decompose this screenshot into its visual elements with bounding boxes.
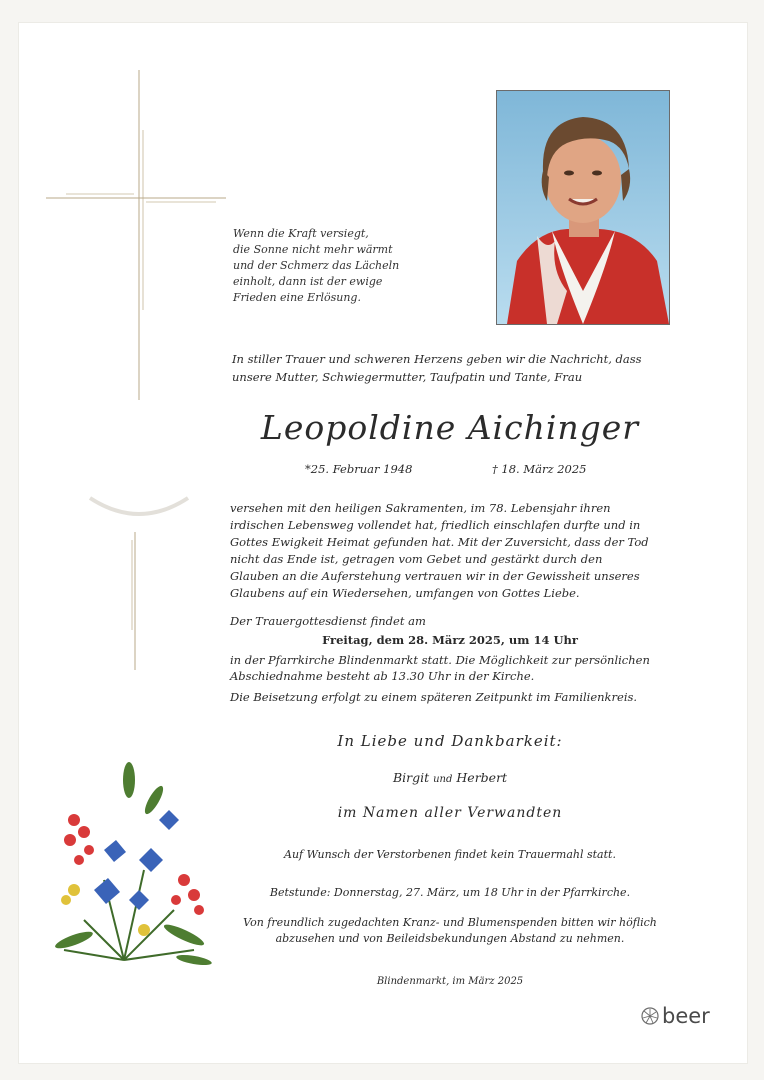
portrait-photo bbox=[496, 90, 670, 325]
body-line: Glauben an die Auferstehung vertrauen wir in der Gewissheit unseres bbox=[230, 569, 640, 583]
verse-line: einholt, dann ist der ewige bbox=[233, 275, 383, 288]
death-date: † 18. März 2025 bbox=[492, 462, 587, 476]
service-detail: in der Pfarrkirche Blindenmarkt statt. Die Möglichkeit zur persönlichen bbox=[230, 653, 650, 667]
flowers-request: abzusehen und von Beileidsbekundungen Abstand zu nehmen. bbox=[275, 932, 625, 945]
relatives-line: im Namen aller Verwandten bbox=[337, 805, 563, 821]
body-line: Gottes Ewigkeit Heimat gefunden hat. Mit der Zuversicht, dass der Tod bbox=[230, 535, 649, 549]
verse-line: und der Schmerz das Lächeln bbox=[233, 259, 400, 272]
prayer-note: Betstunde: Donnerstag, 27. März, um 18 Uhr in der Pfarrkirche. bbox=[269, 886, 631, 899]
body-line: irdischen Lebensweg vollendet hat, friedlich einschlafen durfte und in bbox=[230, 518, 641, 532]
intro-line: In stiller Trauer und schweren Herzens geben wir die Nachricht, dass bbox=[232, 352, 642, 366]
memorial-verse bbox=[233, 226, 483, 306]
verse-line: die Sonne nicht mehr wärmt bbox=[233, 243, 393, 256]
mourners bbox=[230, 770, 670, 785]
body-line: nicht das Ende ist, getragen vom Gebet und gestärkt durch den bbox=[230, 552, 603, 566]
service-intro: Der Trauergottesdienst findet am bbox=[230, 614, 426, 628]
dandelion-icon bbox=[640, 1006, 660, 1026]
obituary-text bbox=[230, 500, 670, 602]
deceased-name: Leopoldine Aichinger bbox=[260, 408, 640, 447]
intro-line: unsere Mutter, Schwiegermutter, Taufpatin und Tante, Frau bbox=[232, 370, 583, 384]
mourner-conjunction: und bbox=[433, 774, 453, 785]
service-datetime: Freitag, dem 28. März 2025, um 14 Uhr bbox=[322, 633, 578, 647]
verse-line: Frieden eine Erlösung. bbox=[233, 291, 361, 304]
announcement-intro bbox=[232, 350, 672, 386]
portrait-image bbox=[497, 91, 669, 324]
body-line: versehen mit den heiligen Sakramenten, im 78. Lebensjahr ihren bbox=[230, 501, 611, 515]
body-line: Glaubens auf ein Wiedersehen, umfangen von Gottes Liebe. bbox=[230, 586, 580, 600]
service-detail: Abschiednahme besteht ab 13.30 Uhr in der Kirche. bbox=[230, 669, 535, 683]
logo-text: beer bbox=[662, 1004, 710, 1028]
flower-bouquet-icon bbox=[44, 760, 219, 975]
mourner-name: Birgit bbox=[392, 770, 430, 785]
mourner-name: Herbert bbox=[456, 770, 508, 785]
flowers-request: Von freundlich zugedachten Kranz- und Blumenspenden bitten wir höflich bbox=[243, 916, 657, 929]
verse-line: Wenn die Kraft versiegt, bbox=[233, 227, 369, 240]
birth-date: *25. Februar 1948 bbox=[305, 462, 413, 476]
cross-icon bbox=[46, 70, 226, 680]
burial-note: Die Beisetzung erfolgt zu einem späteren Zeitpunkt im Familienkreis. bbox=[230, 690, 638, 704]
gratitude-heading: In Liebe und Dankbarkeit: bbox=[337, 732, 563, 750]
place-date: Blindenmarkt, im März 2025 bbox=[376, 976, 524, 987]
beer-logo bbox=[640, 1000, 730, 1032]
no-meal-note: Auf Wunsch der Verstorbenen findet kein Trauermahl statt. bbox=[284, 848, 616, 861]
